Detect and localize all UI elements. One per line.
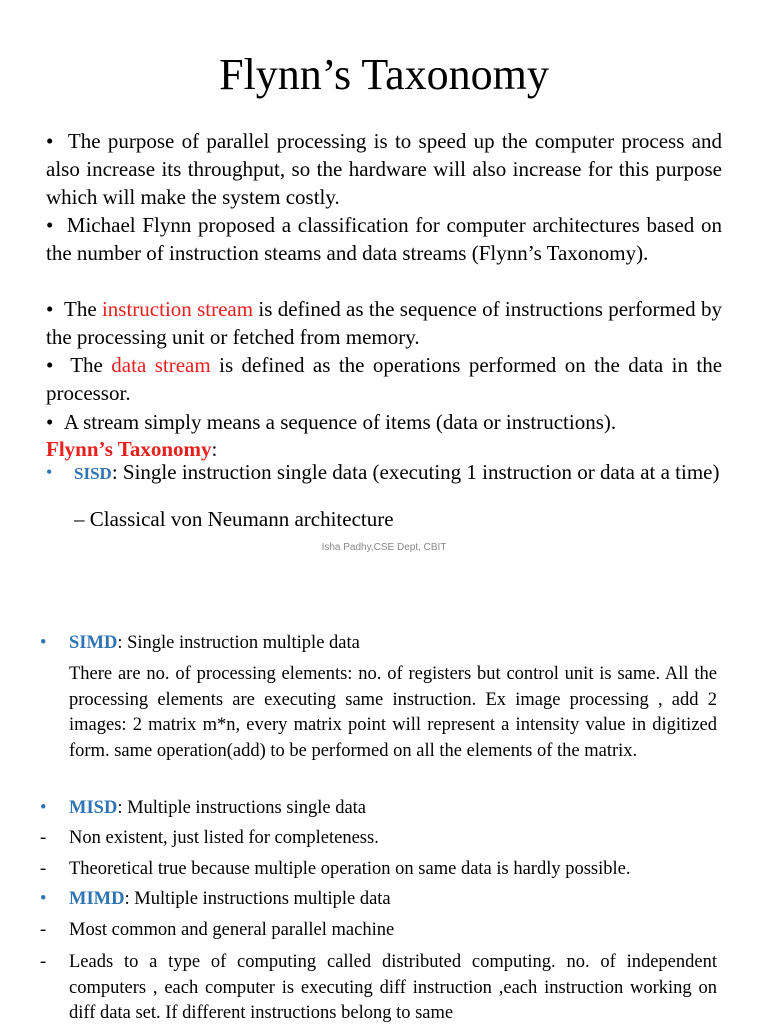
mimd-item [69, 887, 717, 913]
mimd-detail-1: Most common and general parallel machine [69, 920, 395, 940]
paragraph-stream-definition [46, 408, 722, 436]
bullet: • [40, 798, 47, 818]
misd-label: MISD [69, 798, 118, 818]
bullet: • [46, 410, 54, 434]
slide-footer: Isha Padhy,CSE Dept, CBIT [321, 542, 447, 553]
paragraph-flynn [46, 211, 722, 267]
simd-description: There are no. of processing elements: no. of registers but control unit is same. All the processing elements are executing same instruction. Ex image processing , add 2 images: 2 matrix m*n, every matrix point will represent a intensity value in digitized form. same operation(add) to be performed on all the elements of the matrix. [69, 664, 717, 761]
text-segment: The [70, 353, 112, 377]
bullet: • [46, 353, 54, 377]
mimd-text: : Multiple instructions multiple data [124, 889, 391, 909]
misd-detail-2: Theoretical true because multiple operation on same data is hardly possible. [69, 859, 631, 879]
paragraph-flynn-text: Michael Flynn proposed a classification for computer architectures based on the number of instruction steams and data streams (Flynn’s Taxonomy). [46, 213, 723, 265]
bullet: • [46, 462, 53, 482]
bullet: • [46, 213, 54, 237]
dash: - [40, 952, 47, 972]
bullet: • [40, 889, 47, 909]
paragraph-instruction-stream [46, 295, 722, 351]
sisd-subitem: – Classical von Neumann architecture [74, 507, 394, 531]
slide-title: Flynn’s Taxonomy [219, 50, 549, 99]
simd-label: SIMD [69, 633, 118, 653]
paragraph-stream-text: A stream simply means a sequence of items (data or instructions). [63, 410, 617, 434]
misd-text: : Multiple instructions single data [117, 798, 367, 818]
taxonomy-heading [46, 435, 217, 463]
mimd-detail-2: Leads to a type of computing called distributed computing. no. of independent computers , each computer is executing diff instruction ,each instruction working on diff data set. If different instructions belong to same [69, 952, 717, 1022]
paragraph-data-stream [46, 351, 722, 407]
sisd-label: SISD [74, 464, 112, 483]
simd-text: : Single instruction multiple data [117, 633, 360, 653]
sisd-text: : Single instruction single data (executing 1 instruction or data at a time) [111, 460, 720, 484]
dash: - [40, 920, 47, 940]
simd-item [69, 631, 717, 657]
dash: - [40, 828, 47, 848]
instruction-stream-term: instruction stream [101, 297, 254, 321]
paragraph-purpose-text: The purpose of parallel processing is to speed up the computer process and also increase its throughput, so the hardware will also increase for this purpose which will make the system costly. [46, 129, 722, 209]
bullet: • [46, 129, 54, 153]
paragraph-purpose [46, 127, 722, 211]
misd-item [69, 796, 717, 822]
taxonomy-heading-text: Flynn’s Taxonomy [46, 437, 212, 461]
heading-colon: : [211, 437, 218, 461]
bullet: • [46, 297, 54, 321]
text-segment: is defined as the sequence of instructions performed by the processing unit or fetched from memory. [46, 297, 722, 349]
sisd-item [74, 462, 722, 484]
bullet: • [40, 633, 47, 653]
mimd-label: MIMD [69, 889, 125, 909]
misd-detail-1: Non existent, just listed for completeness. [69, 828, 379, 848]
dash: - [40, 859, 47, 879]
text-segment: is defined as the operations performed on the data in the processor. [46, 353, 723, 405]
text-segment: The [64, 297, 102, 321]
data-stream-term: data stream [111, 353, 211, 377]
